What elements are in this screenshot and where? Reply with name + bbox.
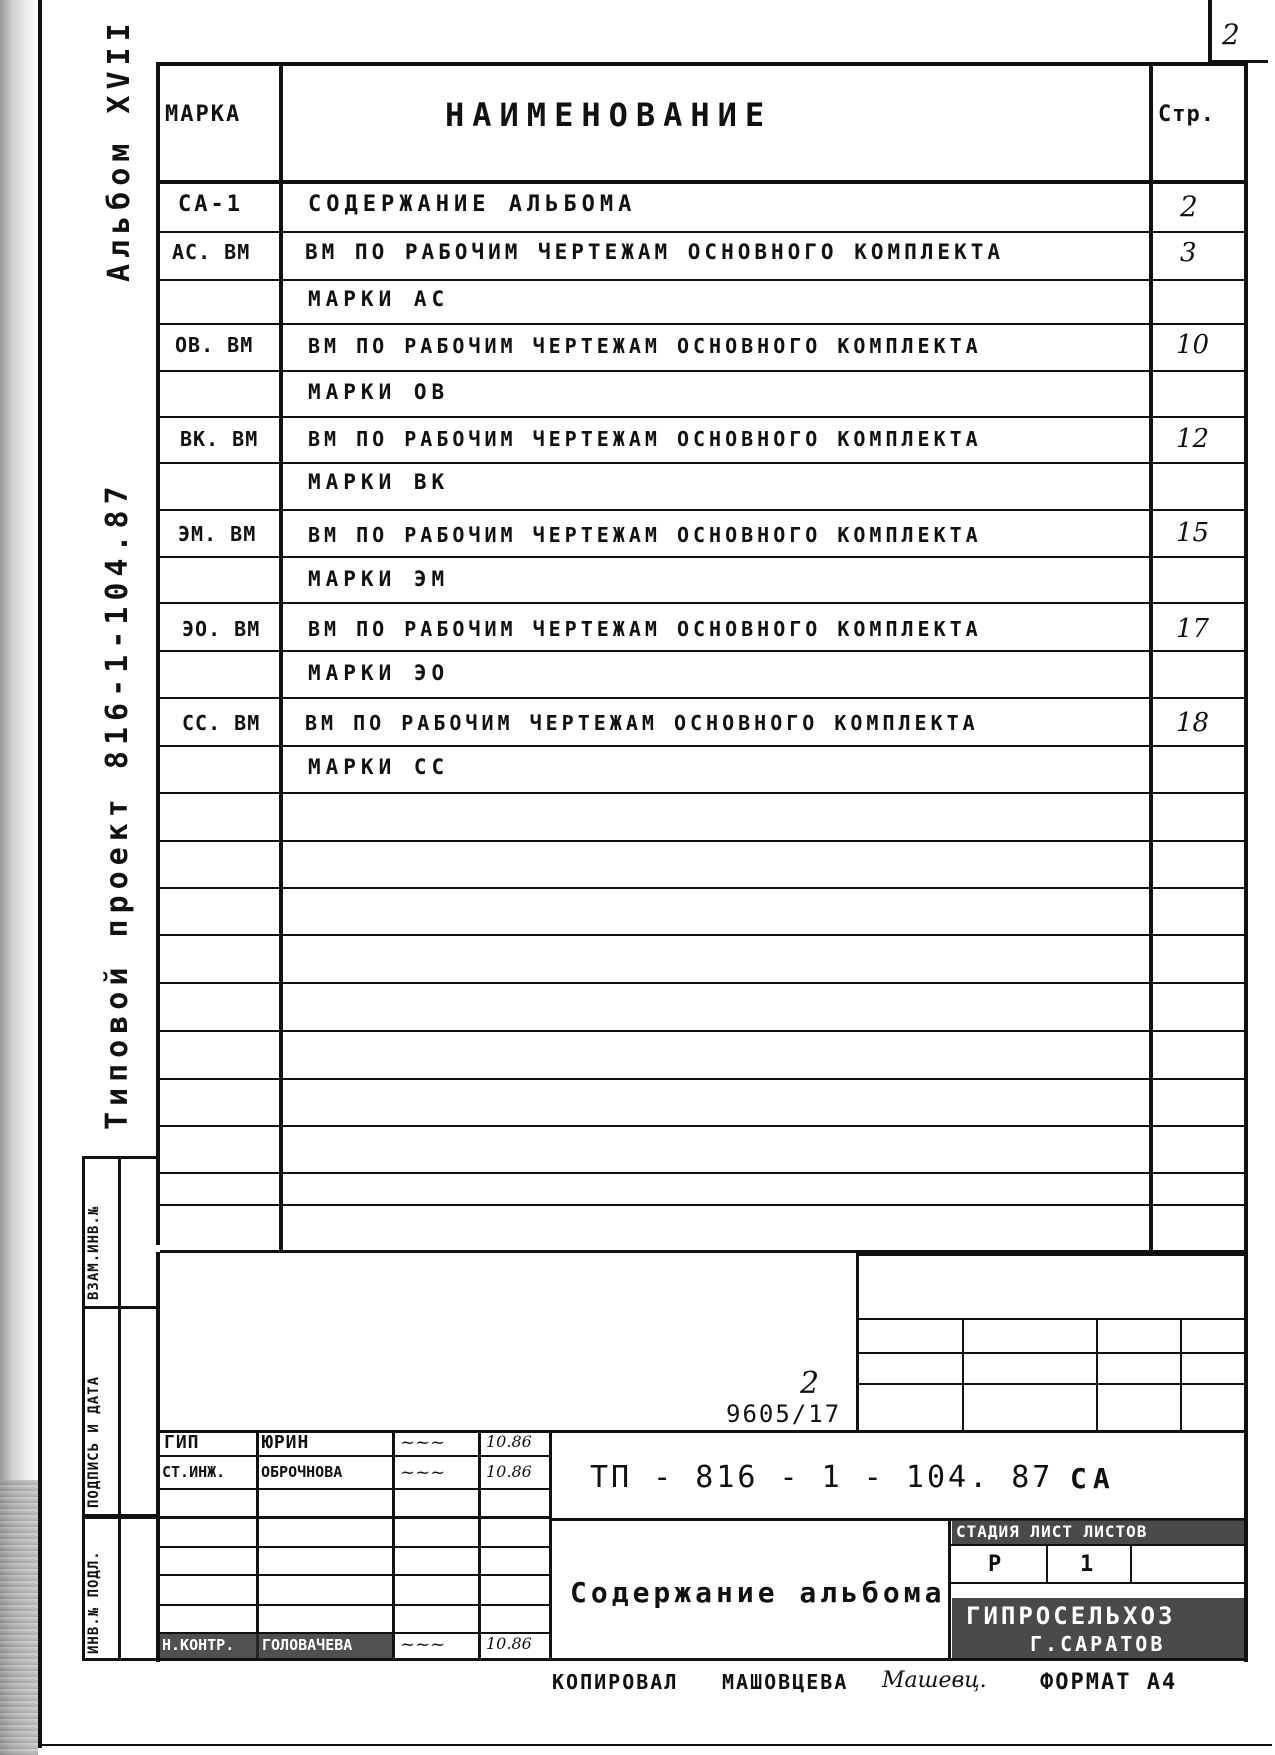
signer-role: Н.КОНТР. xyxy=(162,1636,235,1654)
row-line xyxy=(160,323,1248,325)
row-page: 10 xyxy=(1176,330,1210,360)
col-divider-2 xyxy=(1149,62,1153,1252)
row-name: ВМ ПО РАБОЧИМ ЧЕРТЕЖАМ ОСНОВНОГО КОМПЛЕКТА xyxy=(308,617,982,641)
copied-label: КОПИРОВАЛ xyxy=(552,1670,679,1694)
table-top xyxy=(156,62,1248,66)
tb-main-top xyxy=(160,1430,1246,1433)
org-line1: ГИПРОСЕЛЬХОЗ xyxy=(966,1602,1176,1630)
row-name: ВМ ПО РАБОЧИМ ЧЕРТЕЖАМ ОСНОВНОГО КОМПЛЕКТА xyxy=(308,427,982,451)
tb-box-top xyxy=(856,1253,1246,1256)
row-name-continuation: МАРКИ ЭМ xyxy=(308,567,450,591)
row-mark: ЭМ. ВМ xyxy=(178,522,257,546)
row-line xyxy=(160,1125,1248,1127)
tb-sig-row6 xyxy=(160,1604,550,1606)
row-line xyxy=(160,462,1248,464)
row-name-continuation: МАРКИ АС xyxy=(308,287,450,311)
row-mark: ЭО. ВМ xyxy=(182,617,261,641)
tb-right xyxy=(1244,1252,1248,1662)
frame-top-stub xyxy=(1208,0,1212,62)
tb-sig-row2 xyxy=(160,1488,550,1490)
signer-date: 10.86 xyxy=(486,1634,532,1653)
tb-org-col2 xyxy=(1130,1544,1132,1584)
row-name-continuation: МАРКИ ОВ xyxy=(308,380,450,404)
row-line xyxy=(160,1204,1248,1206)
stamp-mid xyxy=(118,1156,121,1661)
row-name-continuation: МАРКИ ВК xyxy=(308,470,450,494)
row-line xyxy=(160,279,1248,281)
tb-box-col1 xyxy=(962,1318,964,1433)
row-line xyxy=(160,556,1248,558)
tb-org-left xyxy=(948,1518,951,1660)
row-line xyxy=(160,982,1248,984)
stamp-top xyxy=(82,1156,160,1159)
row-line xyxy=(160,697,1248,699)
tb-sig-col2 xyxy=(392,1430,395,1660)
tb-sig-col3 xyxy=(478,1430,481,1660)
col-divider-1 xyxy=(279,62,283,1252)
signer-name: ЮРИН xyxy=(262,1432,310,1453)
frame-left xyxy=(38,0,42,1748)
row-mark: АС. ВМ xyxy=(172,240,251,264)
tb-box-row3 xyxy=(858,1383,1246,1385)
doc-title: Содержание альбома xyxy=(570,1576,946,1609)
tb-org-col1 xyxy=(1046,1544,1048,1584)
row-page: 15 xyxy=(1176,518,1210,548)
row-line xyxy=(160,231,1248,233)
row-name: ВМ ПО РАБОЧИМ ЧЕРТЕЖАМ ОСНОВНОГО КОМПЛЕКТА xyxy=(305,240,1005,264)
tb-org-row xyxy=(950,1544,1246,1546)
row-page: 2 xyxy=(1180,190,1198,223)
stamp-div-1 xyxy=(82,1306,160,1309)
tb-box-col2 xyxy=(1096,1318,1098,1433)
tb-sig-col4 xyxy=(549,1430,552,1660)
signer-date: 10.86 xyxy=(486,1432,532,1451)
signer-role: ГИП xyxy=(164,1432,200,1453)
row-line xyxy=(160,792,1248,794)
signer-role: СТ.ИНЖ. xyxy=(162,1463,226,1481)
row-line xyxy=(160,887,1248,889)
stamp-outer-left xyxy=(82,1156,85,1661)
signer-name: ОБРОЧНОВА xyxy=(261,1463,343,1481)
header-page: Стр. xyxy=(1158,102,1215,127)
tb-sheet-handwritten: 2 xyxy=(800,1366,820,1401)
tb-box-col3 xyxy=(1180,1318,1182,1433)
row-line xyxy=(160,1172,1248,1174)
header-name: НАИМЕНОВАНИЕ xyxy=(445,96,773,134)
tb-sig-row1 xyxy=(160,1455,550,1457)
row-page: 17 xyxy=(1176,614,1210,644)
tb-sig-col1 xyxy=(256,1430,259,1660)
sheet: 1 xyxy=(1080,1552,1097,1577)
stamp-inv-original: ИНВ.№ ПОДЛ. xyxy=(86,1550,102,1654)
scan-corner-noise xyxy=(0,1480,38,1755)
copied-signature: Машевц. xyxy=(882,1668,987,1693)
project-label: Типовой проект 816-1-104.87 xyxy=(100,480,135,1130)
row-page: 18 xyxy=(1176,708,1210,738)
row-name-continuation: МАРКИ ЭО xyxy=(308,661,450,685)
row-line xyxy=(160,509,1248,511)
row-line xyxy=(160,840,1248,842)
row-page: 12 xyxy=(1176,424,1210,454)
sheet-number: 2 xyxy=(1222,18,1240,51)
row-line xyxy=(160,1030,1248,1032)
row-name: ВМ ПО РАБОЧИМ ЧЕРТЕЖАМ ОСНОВНОГО КОМПЛЕКТА xyxy=(308,523,982,547)
signer-signature: ~~~ xyxy=(400,1432,446,1453)
frame-bottom xyxy=(40,1744,1272,1746)
row-line xyxy=(160,602,1248,604)
tb-left xyxy=(156,1252,160,1662)
header-mark: МАРКА xyxy=(165,102,242,127)
tb-sig-row5 xyxy=(160,1574,550,1576)
row-line xyxy=(160,745,1248,747)
row-mark: ОВ. ВМ xyxy=(175,333,254,357)
row-name: СОДЕРЖАНИЕ АЛЬБОМА xyxy=(308,192,637,217)
tb-box-row1 xyxy=(858,1318,1246,1320)
signer-date: 10.86 xyxy=(486,1462,532,1481)
tb-box-row2 xyxy=(858,1352,1246,1354)
copied-by: МАШОВЦЕВА xyxy=(722,1670,849,1694)
row-line xyxy=(160,650,1248,652)
tb-archive-number: 9605/17 xyxy=(726,1400,842,1428)
doc-code: СА xyxy=(1070,1462,1116,1495)
row-mark: ВК. ВМ xyxy=(180,427,259,451)
row-line xyxy=(160,370,1248,372)
doc-designation: ТП - 816 - 1 - 104. 87 xyxy=(590,1460,1054,1495)
row-name: ВМ ПО РАБОЧИМ ЧЕРТЕЖАМ ОСНОВНОГО КОМПЛЕКТА xyxy=(305,711,979,735)
row-name-continuation: МАРКИ СС xyxy=(308,755,450,779)
row-line xyxy=(160,934,1248,936)
tb-org-row2 xyxy=(950,1582,1246,1584)
row-line xyxy=(160,1078,1248,1080)
row-line xyxy=(160,416,1248,418)
row-mark: СС. ВМ xyxy=(182,711,261,735)
stage: Р xyxy=(988,1552,1005,1577)
stage-header: СТАДИЯ ЛИСТ ЛИСТОВ xyxy=(956,1522,1148,1541)
row-page: 3 xyxy=(1180,238,1197,268)
stamp-signature-date: ПОДПИСЬ И ДАТА xyxy=(86,1375,102,1508)
signer-name: ГОЛОВАЧЕВА xyxy=(262,1636,353,1654)
stamp-inv-replace: ВЗАМ.ИНВ.№ xyxy=(86,1205,102,1300)
signer-signature: ~~~ xyxy=(400,1634,446,1655)
row-name: ВМ ПО РАБОЧИМ ЧЕРТЕЖАМ ОСНОВНОГО КОМПЛЕКТА xyxy=(308,334,982,358)
row-mark: СА-1 xyxy=(178,192,243,217)
signer-signature: ~~~ xyxy=(400,1462,446,1483)
org-line2: Г.САРАТОВ xyxy=(1030,1632,1166,1656)
album-label: Альбом XVII xyxy=(102,17,137,282)
tb-sig-row4 xyxy=(160,1546,550,1548)
table-left xyxy=(156,62,160,1245)
header-bottom xyxy=(156,180,1248,184)
format-label: ФОРМАТ А4 xyxy=(1040,1670,1178,1695)
tb-box-left xyxy=(856,1253,859,1433)
